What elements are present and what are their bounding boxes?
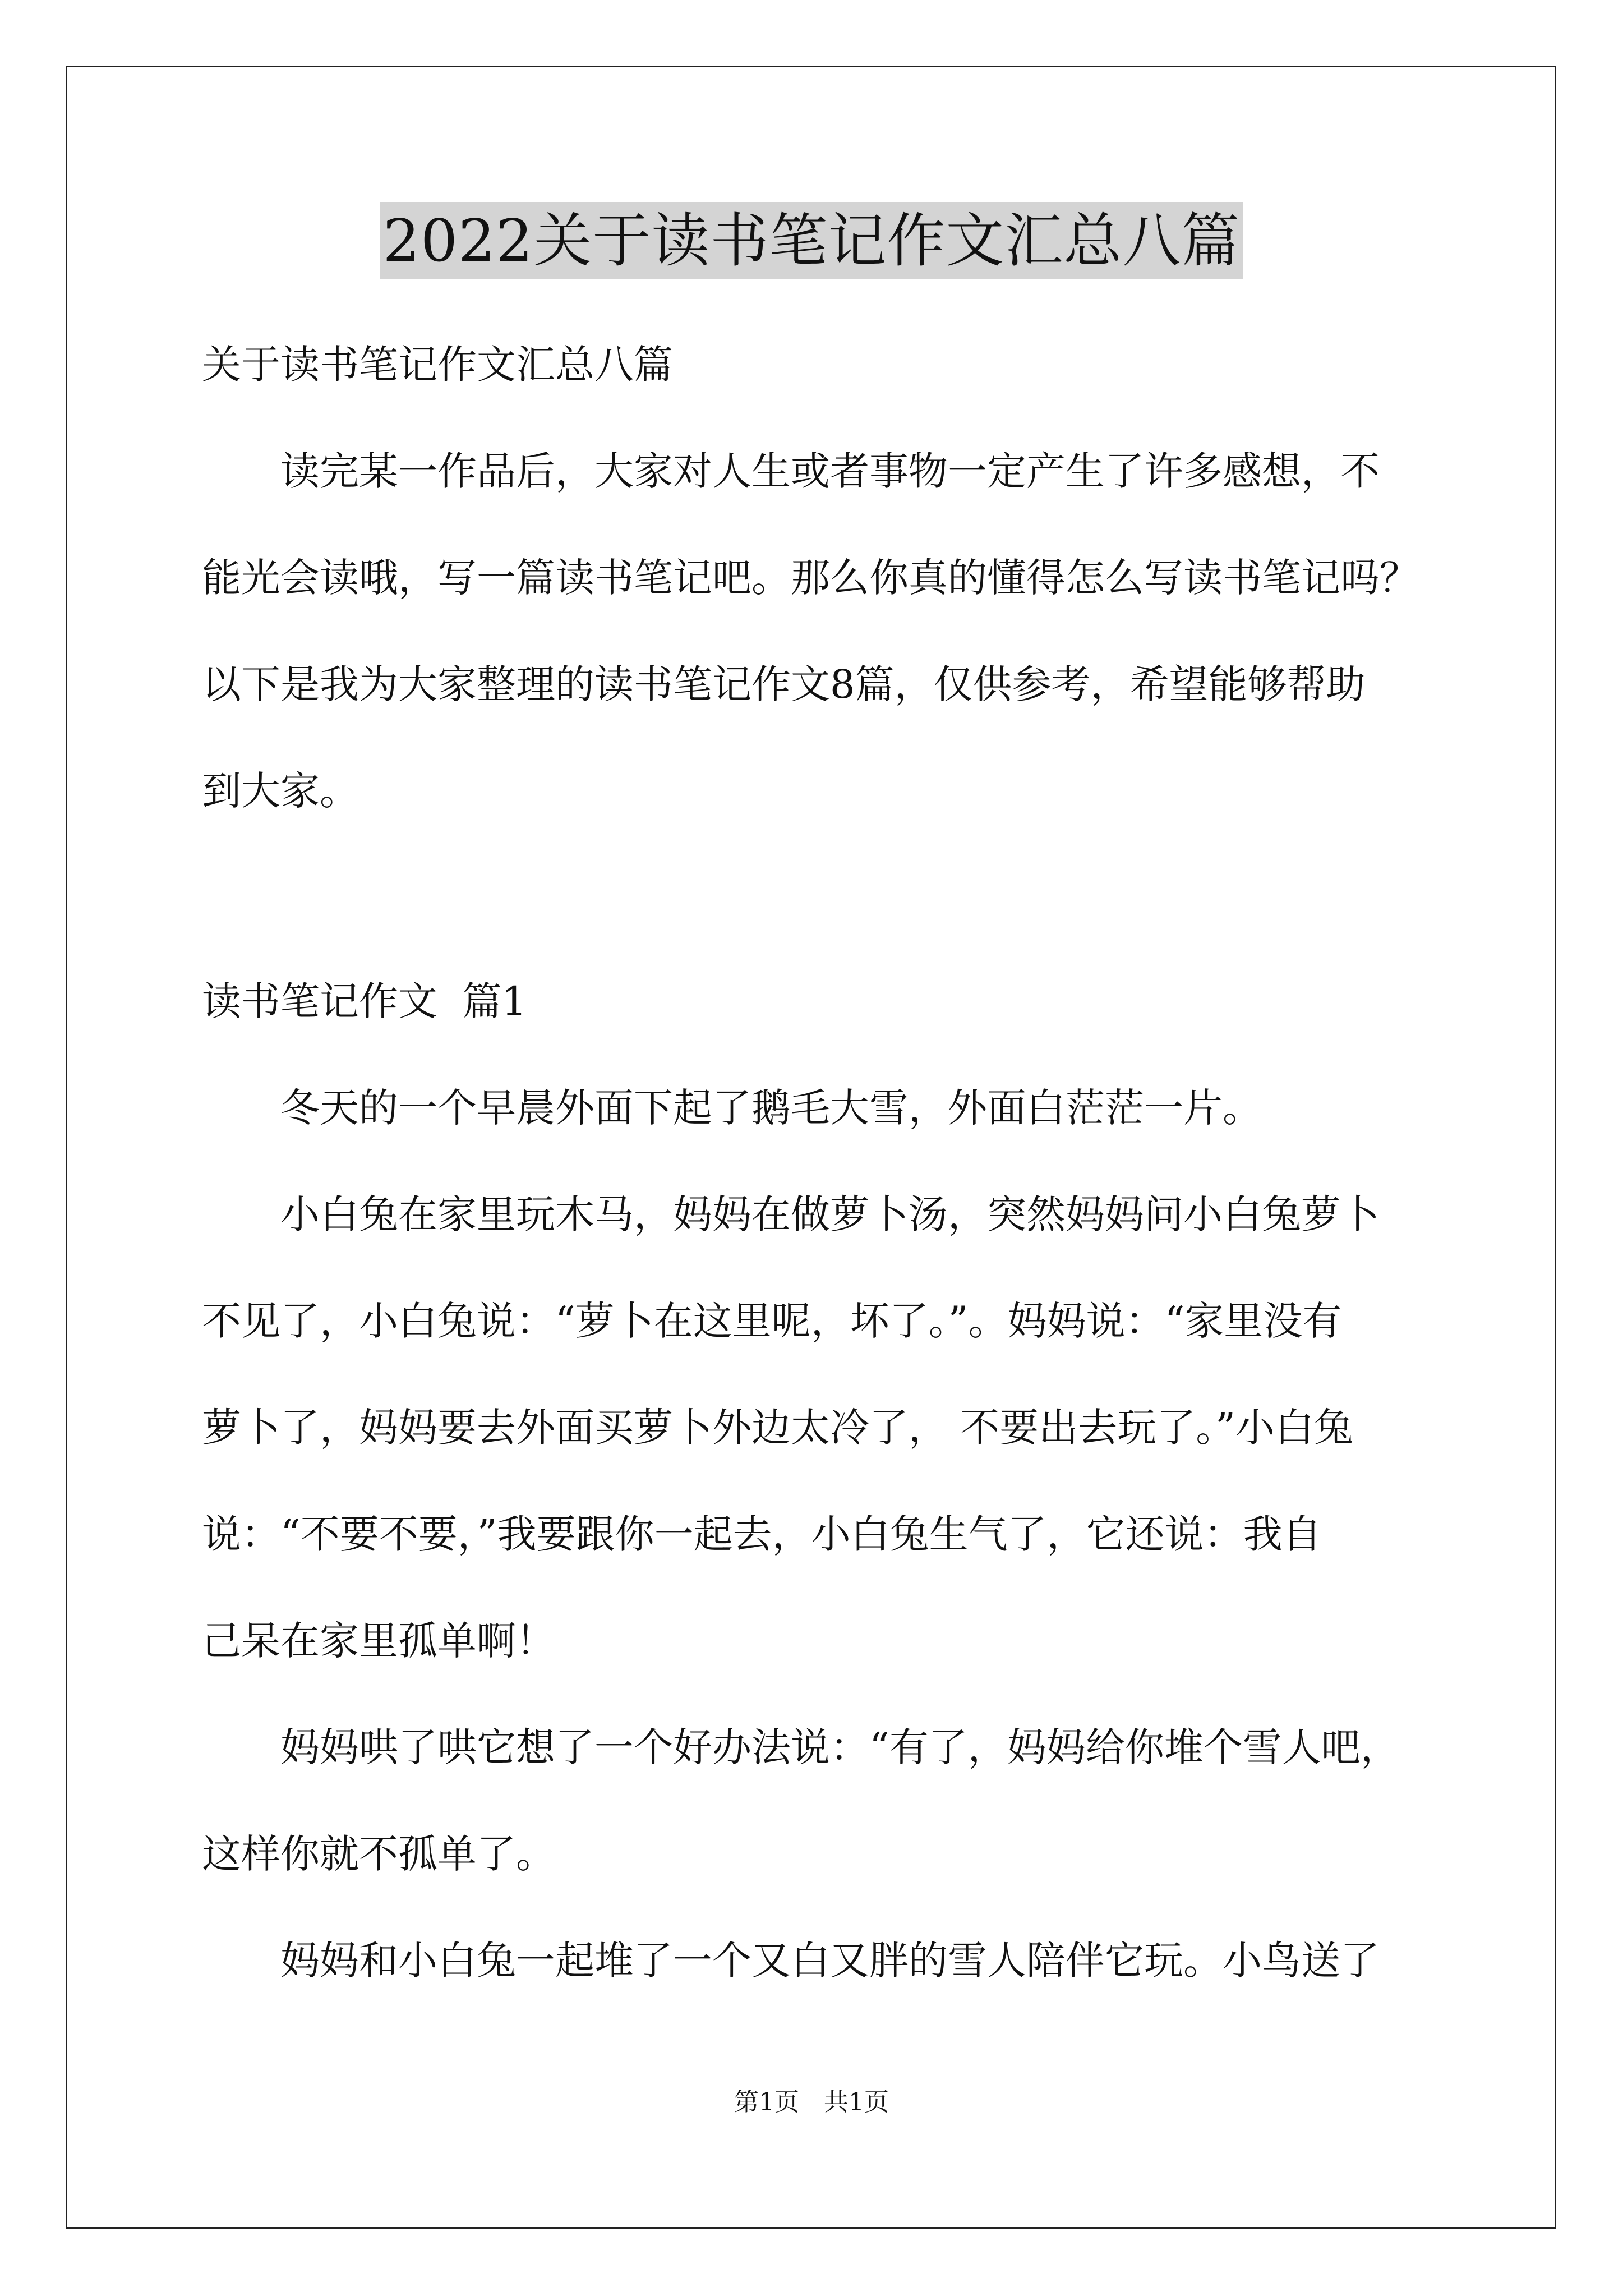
intro-paragraph-line: 读完某一作品后，大家对人生或者事物一定产生了许多感想，不: [280, 448, 1380, 494]
body-paragraph-line: 己呆在家里孤单啊！: [202, 1618, 555, 1664]
section-heading: 读书笔记作文 篇1: [202, 978, 527, 1024]
section-spacer: [202, 844, 1436, 948]
body-paragraph-line: 说：“不要不要，”我要跟你一起去，小白兔生气了，它还说：我自: [202, 1511, 1322, 1557]
document-title: 2022关于读书笔记作文汇总八篇: [380, 202, 1244, 279]
subtitle: 关于读书笔记作文汇总八篇: [202, 342, 673, 388]
page-footer: [0, 2086, 1623, 2119]
intro-paragraph-line: 以下是我为大家整理的读书笔记作文8篇，仅供参考，希望能够帮助: [202, 661, 1366, 707]
body-paragraph-line: 这样你就不孤单了。: [202, 1831, 555, 1877]
intro-paragraph-line: 能光会读哦，写一篇读书笔记吧。那么你真的懂得怎么写读书笔记吗？: [202, 555, 1419, 601]
page-number: 第1页 共1页: [734, 2088, 889, 2116]
body-paragraph-line: 妈妈和小白兔一起堆了一个又白又胖的雪人陪伴它玩。小鸟送了: [280, 1938, 1380, 1984]
title-container: [0, 202, 1623, 279]
intro-paragraph-line: 到大家。: [202, 768, 359, 814]
body-paragraph-line: 冬天的一个早晨外面下起了鹅毛大雪，外面白茫茫一片。: [280, 1085, 1262, 1131]
body-paragraph-line: 妈妈哄了哄它想了一个好办法说：“有了，妈妈给你堆个雪人吧，: [280, 1724, 1400, 1770]
body-paragraph-line: 不见了，小白兔说：“萝卜在这里呢，坏了。”。妈妈说：“家里没有: [202, 1298, 1342, 1344]
body-paragraph-line: 萝卜了，妈妈要去外面买萝卜外边太冷了， 不要出去玩了。”小白兔: [202, 1405, 1354, 1451]
document-body: [202, 311, 1436, 2014]
body-paragraph-line: 小白兔在家里玩木马，妈妈在做萝卜汤，突然妈妈问小白兔萝卜: [280, 1191, 1380, 1237]
